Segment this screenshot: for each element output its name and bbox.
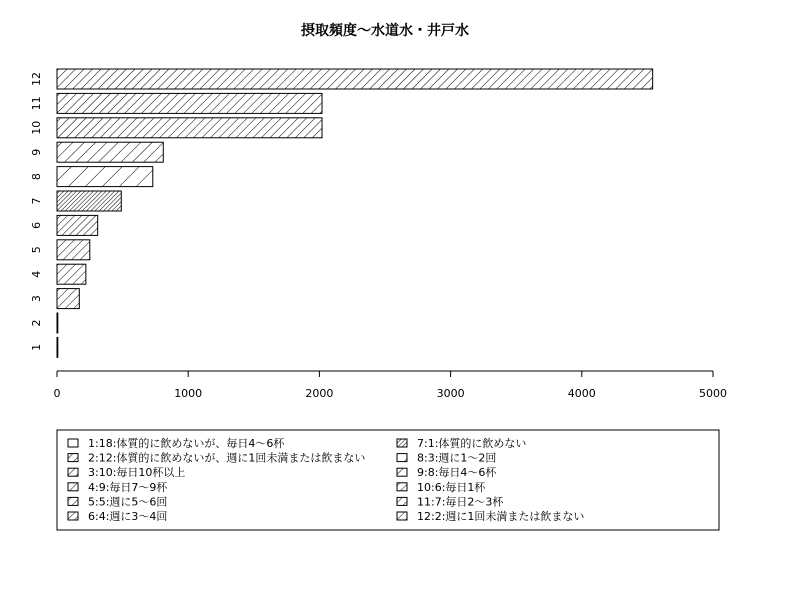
x-tick-label: 0: [53, 387, 61, 400]
y-tick-label: 11: [30, 96, 43, 111]
y-tick-label: 5: [30, 246, 43, 254]
legend-swatch: [68, 512, 78, 520]
bar-2: [57, 313, 58, 333]
legend-entry: 5:5:週に5〜6回: [88, 495, 168, 509]
y-tick-label: 7: [30, 197, 43, 205]
y-tick-label: 2: [30, 319, 43, 327]
x-tick-label: 1000: [174, 387, 203, 400]
legend-swatch: [68, 497, 78, 505]
bar-7: [57, 191, 121, 211]
legend-swatch: [68, 454, 78, 462]
y-tick-label: 12: [30, 72, 43, 86]
legend-swatch: [68, 439, 78, 447]
bar-3: [57, 289, 79, 309]
bar-4: [57, 264, 86, 284]
legend-swatch: [397, 497, 407, 505]
legend-swatch: [397, 468, 407, 476]
bar-6: [57, 215, 98, 235]
legend: [57, 430, 719, 530]
x-tick-label: 3000: [436, 387, 465, 400]
bar-8: [57, 167, 153, 187]
x-axis: [54, 371, 728, 400]
legend-entry: 11:7:毎日2〜3杯: [417, 495, 504, 509]
legend-entry: 3:10:毎日10杯以上: [88, 466, 186, 480]
legend-swatch: [397, 483, 407, 491]
legend-entry: 1:18:体質的に飲めないが、毎日4〜6杯: [88, 437, 285, 450]
x-tick-label: 5000: [699, 387, 727, 400]
legend-entry: 4:9:毎日7〜9杯: [88, 480, 168, 494]
legend-entry: 7:1:体質的に飲めない: [417, 437, 527, 450]
legend-entry: 9:8:毎日4〜6杯: [417, 466, 497, 480]
y-tick-label: 8: [30, 173, 43, 181]
bars-group: [57, 69, 653, 357]
bar-1: [57, 337, 58, 357]
bar-5: [57, 240, 90, 260]
y-tick-label: 4: [30, 270, 43, 278]
y-axis: [30, 72, 43, 351]
legend-entry: 12:2:週に1回未満または飲まない: [417, 510, 585, 523]
legend-swatch: [68, 483, 78, 491]
legend-swatch: [397, 512, 407, 520]
legend-swatch: [397, 454, 407, 462]
chart-title: 摂取頻度〜水道水・井戸水: [301, 23, 469, 39]
legend-entry: 8:3:週に1〜2回: [417, 451, 497, 465]
x-tick-label: 2000: [305, 387, 334, 400]
bar-12: [57, 69, 653, 89]
y-tick-label: 9: [30, 148, 43, 156]
x-tick-label: 4000: [567, 387, 596, 400]
legend-entry: 2:12:体質的に飲めないが、週に1回未満または飲まない: [88, 451, 366, 465]
bar-10: [57, 118, 322, 138]
bar-9: [57, 142, 163, 162]
bar-11: [57, 93, 322, 113]
y-tick-label: 1: [30, 343, 43, 351]
y-tick-label: 3: [30, 295, 43, 303]
y-tick-label: 10: [30, 120, 43, 135]
legend-entry: 6:4:週に3〜4回: [88, 510, 168, 523]
legend-swatch: [397, 439, 407, 447]
legend-entry: 10:6:毎日1杯: [417, 480, 486, 494]
y-tick-label: 6: [30, 221, 43, 229]
legend-swatch: [68, 468, 78, 476]
